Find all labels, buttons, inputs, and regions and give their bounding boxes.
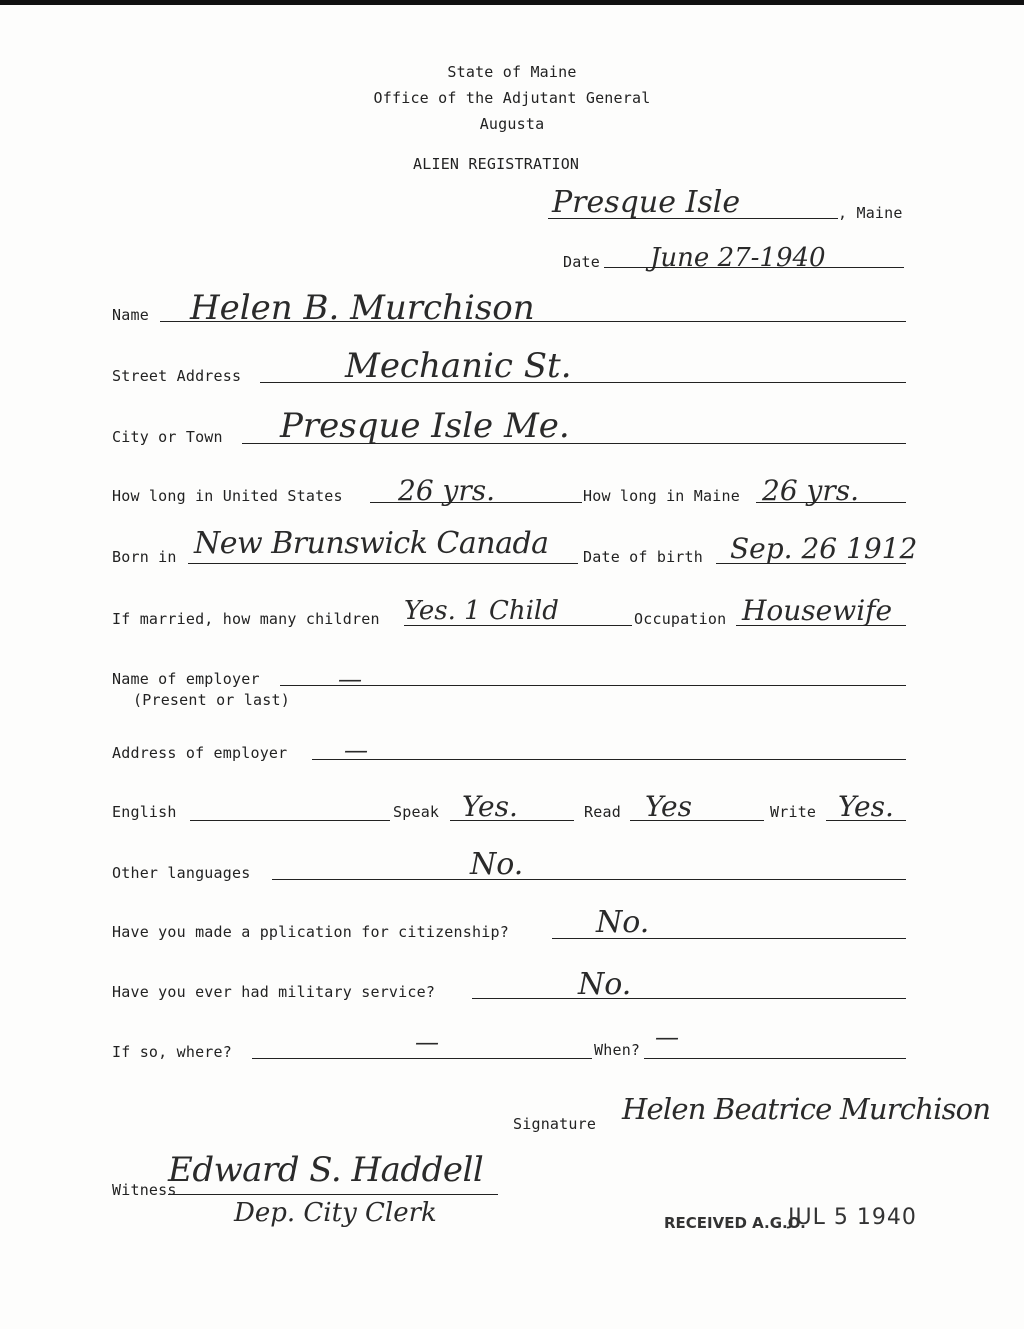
- place-line: [548, 218, 838, 219]
- city-value: Presque Isle Me.: [280, 406, 570, 446]
- date-label: Date: [563, 253, 600, 271]
- children-value: Yes. 1 Child: [404, 596, 559, 626]
- read-value: Yes: [645, 790, 692, 823]
- received-stamp-label: RECEIVED A.G.O.: [664, 1214, 806, 1232]
- children-line: [404, 625, 632, 626]
- name-value: Helen B. Murchison: [190, 288, 535, 328]
- english-line: [190, 820, 390, 821]
- header-office: Office of the Adjutant General: [373, 89, 651, 107]
- write-line: [826, 820, 906, 821]
- signature-value: Helen Beatrice Murchison: [622, 1092, 991, 1126]
- witness-line: [168, 1194, 498, 1195]
- city-label: City or Town: [112, 428, 223, 446]
- occupation-line: [736, 625, 906, 626]
- born-in-label: Born in: [112, 548, 177, 566]
- other-languages-value: No.: [470, 847, 524, 882]
- name-line: [160, 321, 906, 322]
- header-city: Augusta: [479, 115, 545, 133]
- citizenship-line: [552, 938, 906, 939]
- when-value: —: [655, 1023, 679, 1051]
- employer-name-note: (Present or last): [133, 691, 290, 709]
- form-title: ALIEN REGISTRATION: [413, 155, 580, 173]
- date-line: [604, 267, 904, 268]
- employer-address-label: Address of employer: [112, 744, 288, 762]
- how-long-us-label: How long in United States: [112, 487, 343, 505]
- witness-title: Dep. City Clerk: [234, 1198, 437, 1228]
- employer-name-label: Name of employer: [112, 670, 260, 688]
- street-address-label: Street Address: [112, 367, 242, 385]
- other-languages-label: Other languages: [112, 864, 251, 882]
- date-of-birth-line: [716, 563, 906, 564]
- write-value: Yes.: [838, 790, 894, 823]
- when-label: When?: [594, 1041, 641, 1059]
- employer-name-line: [280, 685, 906, 686]
- signature-label: Signature: [513, 1115, 597, 1133]
- maine-label: , Maine: [838, 204, 903, 222]
- how-long-us-value: 26 yrs.: [398, 474, 496, 507]
- military-value: No.: [578, 967, 632, 1002]
- if-so-where-label: If so, where?: [112, 1043, 232, 1061]
- if-so-where-value: —: [415, 1028, 439, 1056]
- other-languages-line: [272, 879, 906, 880]
- date-of-birth-value: Sep. 26 1912: [730, 532, 918, 565]
- when-line: [644, 1058, 906, 1059]
- date-value: June 27-1940: [650, 243, 826, 273]
- occupation-value: Housewife: [742, 594, 893, 627]
- header-state: State of Maine: [447, 63, 577, 81]
- how-long-us-line: [370, 502, 582, 503]
- employer-name-value: —: [338, 665, 362, 693]
- citizenship-label: Have you made a pplication for citizenship?: [112, 923, 509, 941]
- city-line: [242, 443, 906, 444]
- how-long-maine-value: 26 yrs.: [762, 474, 860, 507]
- witness-value: Edward S. Haddell: [168, 1150, 484, 1190]
- registration-form: [0, 5, 1024, 1329]
- place-value: Presque Isle: [552, 185, 741, 220]
- how-long-maine-label: How long in Maine: [583, 487, 740, 505]
- occupation-label: Occupation: [634, 610, 727, 628]
- speak-label: Speak: [393, 803, 440, 821]
- street-address-line: [260, 382, 906, 383]
- received-stamp-date: JUL 5 1940: [788, 1205, 917, 1230]
- witness-label: Witness: [112, 1181, 177, 1199]
- date-of-birth-label: Date of birth: [583, 548, 703, 566]
- speak-value: Yes.: [462, 790, 518, 823]
- street-address-value: Mechanic St.: [345, 346, 572, 386]
- military-line: [472, 998, 906, 999]
- if-so-where-line: [252, 1058, 592, 1059]
- how-long-maine-line: [756, 502, 906, 503]
- children-label: If married, how many children: [112, 610, 380, 628]
- employer-address-line: [312, 759, 906, 760]
- read-label: Read: [584, 803, 621, 821]
- english-label: English: [112, 803, 177, 821]
- read-line: [630, 820, 764, 821]
- military-label: Have you ever had military service?: [112, 983, 436, 1001]
- write-label: Write: [770, 803, 817, 821]
- speak-line: [450, 820, 574, 821]
- employer-address-value: —: [344, 736, 368, 764]
- name-label: Name: [112, 306, 149, 324]
- born-in-value: New Brunswick Canada: [194, 526, 549, 561]
- citizenship-value: No.: [596, 905, 650, 940]
- born-in-line: [188, 563, 578, 564]
